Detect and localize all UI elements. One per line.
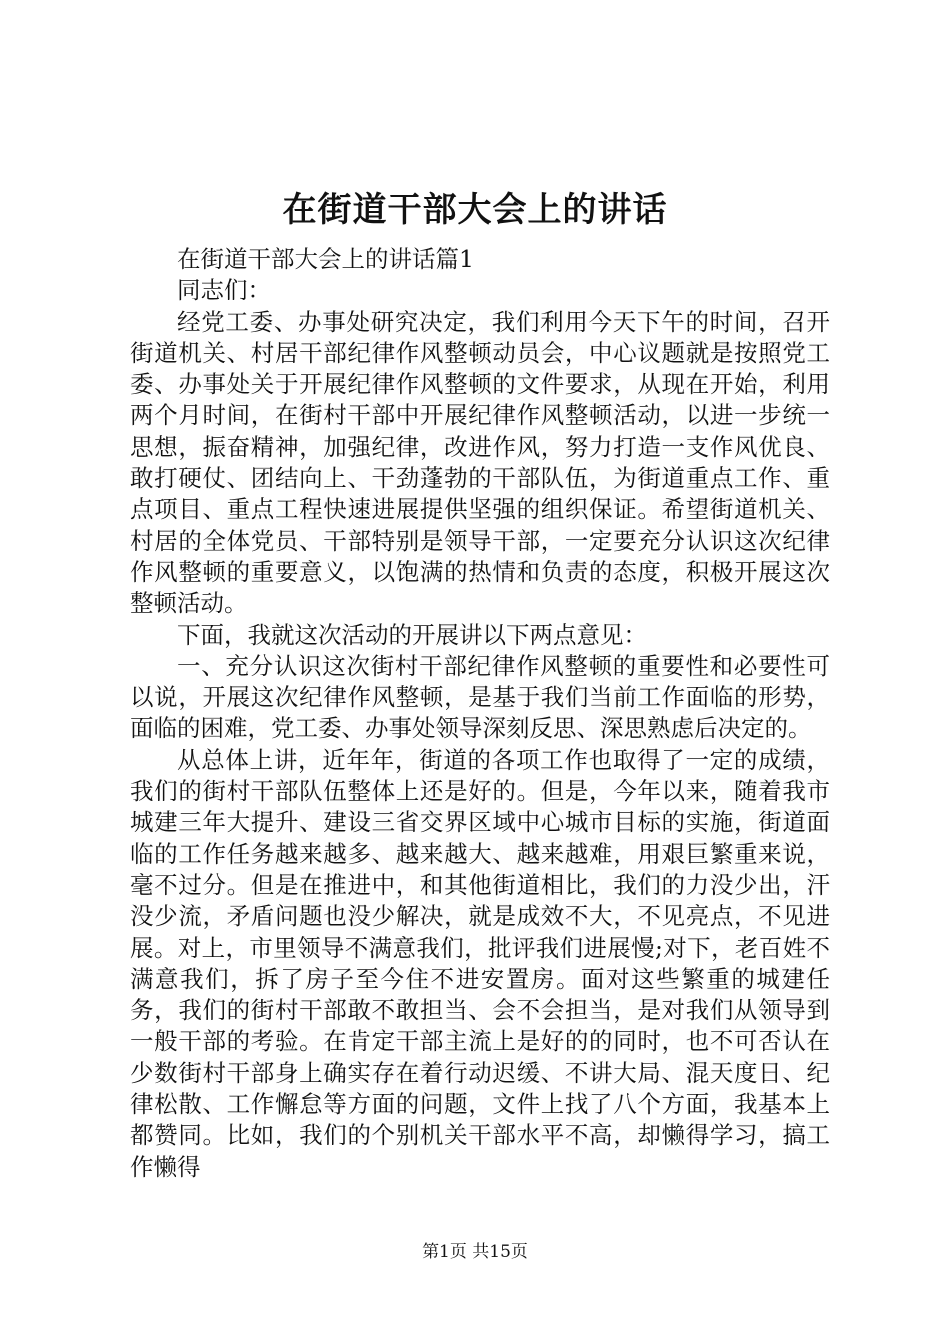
body-paragraph: 下面，我就这次活动的开展讲以下两点意见： — [177, 620, 647, 649]
document-body — [130, 244, 830, 1183]
section-heading: 在街道干部大会上的讲话篇1 — [177, 245, 474, 273]
body-paragraph: 一、充分认识这次街村干部纪律作风整顿的重要性和必要性可以说，开展这次纪律作风整顿，是基于我们当前工作面临的形势，面临的困难，党工委、办事处领导深刻反思、深思熟虑后决定的。 — [130, 651, 830, 743]
body-paragraph: 经党工委、办事处研究决定，我们利用今天下午的时间，召开街道机关、村居干部纪律作风整顿动员会，中心议题就是按照党工委、办事处关于开展纪律作风整顿的文件要求，从现在开始，利用两个月时间，在街村干部中开展纪律作风整顿活动，以进一步统一思想，振奋精神，加强纪律，改进作风，努力打造一支作风优良、敢打硬仗、团结向上、干劲蓬勃的干部队伍，为街道重点工作、重点项目、重点工程快速进展提供坚强的组织保证。希望街道机关、村居的全体党员、干部特别是领导干部，一定要充分认识这次纪律作风整顿的重要意义，以饱满的热情和负责的态度，积极开展这次整顿活动。 — [130, 307, 830, 618]
page-number-footer: 第1页 共15页 — [422, 1242, 528, 1262]
document-title: 在街道干部大会上的讲话 — [282, 190, 668, 230]
salutation: 同志们： — [177, 276, 271, 305]
body-paragraph: 从总体上讲，近年年，街道的各项工作也取得了一定的成绩，我们的街村干部队伍整体上还是好的。但是，今年以来，随着我市城建三年大提升、建设三省交界区域中心城市目标的实施，街道面临的工作任务越来越多、越来越大、越来越难，用艰巨繁重来说，毫不过分。但是在推进中，和其他街道相比，我们的力没少出，汗没少流，矛盾问题也没少解决，就是成效不大，不见亮点，不见进展。对上，市里领导不满意我们，批评我们进展慢;对下，老百姓不满意我们，拆了房子至今住不进安置房。面对这些繁重的城建任务，我们的街村干部敢不敢担当、会不会担当，是对我们从领导到一般干部的考验。在肯定干部主流上是好的的同时，也不可否认在少数街村干部身上确实存在着行动迟缓、不讲大局、混天度日、纪律松散、工作懈怠等方面的问题，文件上找了八个方面，我基本上都赞同。比如，我们的个别机关干部水平不高，却懒得学习，搞工作懒得 — [130, 745, 830, 1181]
